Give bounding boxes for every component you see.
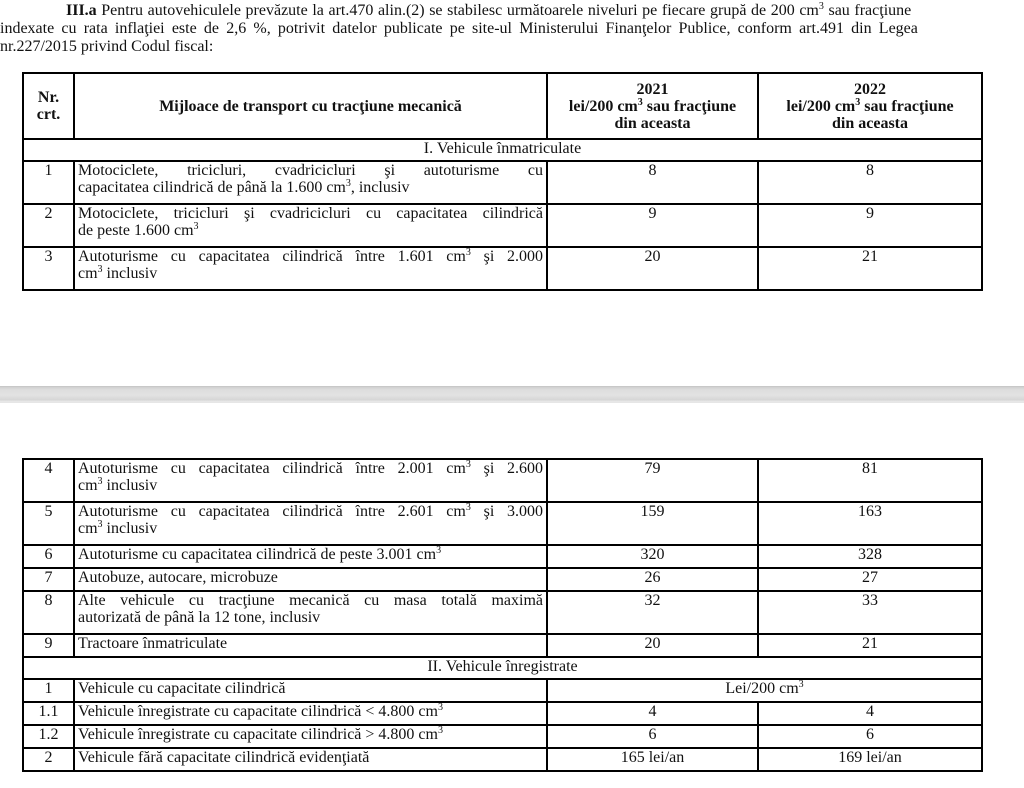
- row-number: 6: [23, 545, 74, 568]
- header-2021: 2021 lei/200 $cm^3$ sau fracţiune din aceasta: [547, 73, 758, 139]
- row-number: 1: [23, 161, 74, 204]
- table-row: [23, 702, 982, 725]
- value-2021: 20: [547, 247, 758, 290]
- intro-line-1: III.a Pentru autovehiculele prevăzute la art.470 alin.(2) se stabilesc următoarele niveluri pe fiecare grupă de 200 $cm^3$ sau fracţiune: [66, 1, 912, 19]
- row-description: Autoturisme cu capacitatea cilindrică între 2.001 $cm^3$ şi 2.600 $cm^3$ inclusiv: [74, 459, 547, 502]
- value-2022: 4: [758, 702, 982, 725]
- value-2021: 165 lei/an: [547, 748, 758, 771]
- row-number: 2: [23, 204, 74, 247]
- table-row: [23, 459, 982, 502]
- intro-line-3: nr.227/2015 privind Codul fiscal:: [0, 38, 214, 55]
- value-2022: 33: [758, 591, 982, 634]
- header-nr-crt: Nr. crt.: [23, 73, 74, 139]
- table-row: [23, 502, 982, 545]
- value-2022: 9: [758, 204, 982, 247]
- row-number: 1.2: [23, 725, 74, 748]
- value-2022: 81: [758, 459, 982, 502]
- row-description: Vehicule fără capacitate cilindrică evidenţiată: [74, 748, 547, 771]
- table-row: [23, 247, 982, 290]
- table-row: [23, 748, 982, 771]
- row-number: 9: [23, 634, 74, 657]
- tax-table-part-1: [22, 72, 983, 291]
- table-row: [23, 725, 982, 748]
- section-title-vehicule-inmatriculate: I. Vehicule înmatriculate: [23, 139, 982, 161]
- row-number: 7: [23, 568, 74, 591]
- table-row: [23, 634, 982, 657]
- table-row: [23, 545, 982, 568]
- table-row: [23, 568, 982, 591]
- table-row: [23, 161, 982, 204]
- section-label: III.a: [66, 2, 97, 19]
- section-row: [23, 139, 982, 161]
- header-description: Mijloace de transport cu tracţiune mecanică: [74, 73, 547, 139]
- value-2022: 21: [758, 247, 982, 290]
- value-2021: 6: [547, 725, 758, 748]
- table-header-row: [23, 73, 982, 139]
- value-2022: 6: [758, 725, 982, 748]
- page-separator: [0, 386, 1024, 403]
- row-description: Autoturisme cu capacitatea cilindrică între 1.601 $cm^3$ şi 2.000 $cm^3$ inclusiv: [74, 247, 547, 290]
- intro-paragraph: [0, 0, 1024, 56]
- row-description: Autoturisme cu capacitatea cilindrică între 2.601 $cm^3$ şi 3.000 $cm^3$ inclusiv: [74, 502, 547, 545]
- row-description: Autobuze, autocare, microbuze: [74, 568, 547, 591]
- value-2021: 4: [547, 702, 758, 725]
- row-number: 4: [23, 459, 74, 502]
- row-description: Tractoare înmatriculate: [74, 634, 547, 657]
- table-row: [23, 204, 982, 247]
- value-2021: 26: [547, 568, 758, 591]
- row-description: Alte vehicule cu tracţiune mecanică cu masa totală maximă autorizată de până la 12 tone, inclusiv: [74, 591, 547, 634]
- value-2021: 32: [547, 591, 758, 634]
- value-2022: 8: [758, 161, 982, 204]
- value-2022: 21: [758, 634, 982, 657]
- row-number: 5: [23, 502, 74, 545]
- intro-line-2: indexate cu rata inflaţiei este de 2,6 %, potrivit datelor publicate pe site-ul Ministerului Finanţelor Publice, conform art.491 din Legea: [0, 20, 918, 37]
- row-description: Vehicule cu capacitate cilindrică: [74, 679, 547, 702]
- row-number: 1.1: [23, 702, 74, 725]
- section-row: [23, 657, 982, 679]
- row-description: Motociclete, tricicluri, cvadricicluri şi autoturisme cu capacitatea cilindrică de până la 1.600 $cm^3$, inclusiv: [74, 161, 547, 204]
- value-2021: 79: [547, 459, 758, 502]
- document-page-2: [0, 403, 1024, 788]
- row-description: Autoturisme cu capacitatea cilindrică de peste 3.001 $cm^3$: [74, 545, 547, 568]
- row-number: 2: [23, 748, 74, 771]
- row-number: 8: [23, 591, 74, 634]
- value-2022: 27: [758, 568, 982, 591]
- document-page-1: [0, 0, 1024, 386]
- tax-table-part-2: [22, 458, 983, 772]
- merged-unit-cell: Lei/200 $cm^3$: [547, 679, 982, 702]
- row-description: Motociclete, tricicluri şi cvadricicluri cu capacitatea cilindrică de peste 1.600 $cm^3$: [74, 204, 547, 247]
- row-description: Vehicule înregistrate cu capacitate cilindrică > 4.800 $cm^3$: [74, 725, 547, 748]
- value-2022: 328: [758, 545, 982, 568]
- value-2021: 8: [547, 161, 758, 204]
- value-2021: 159: [547, 502, 758, 545]
- section-title-vehicule-inregistrate: II. Vehicule înregistrate: [23, 657, 982, 679]
- value-2021: 320: [547, 545, 758, 568]
- table-row: [23, 591, 982, 634]
- row-description: Vehicule înregistrate cu capacitate cilindrică < 4.800 $cm^3$: [74, 702, 547, 725]
- value-2022: 169 lei/an: [758, 748, 982, 771]
- value-2021: 20: [547, 634, 758, 657]
- row-number: 3: [23, 247, 74, 290]
- table-row: [23, 679, 982, 702]
- value-2022: 163: [758, 502, 982, 545]
- row-number: 1: [23, 679, 74, 702]
- value-2021: 9: [547, 204, 758, 247]
- header-2022: 2022 lei/200 $cm^3$ sau fracţiune din aceasta: [758, 73, 982, 139]
